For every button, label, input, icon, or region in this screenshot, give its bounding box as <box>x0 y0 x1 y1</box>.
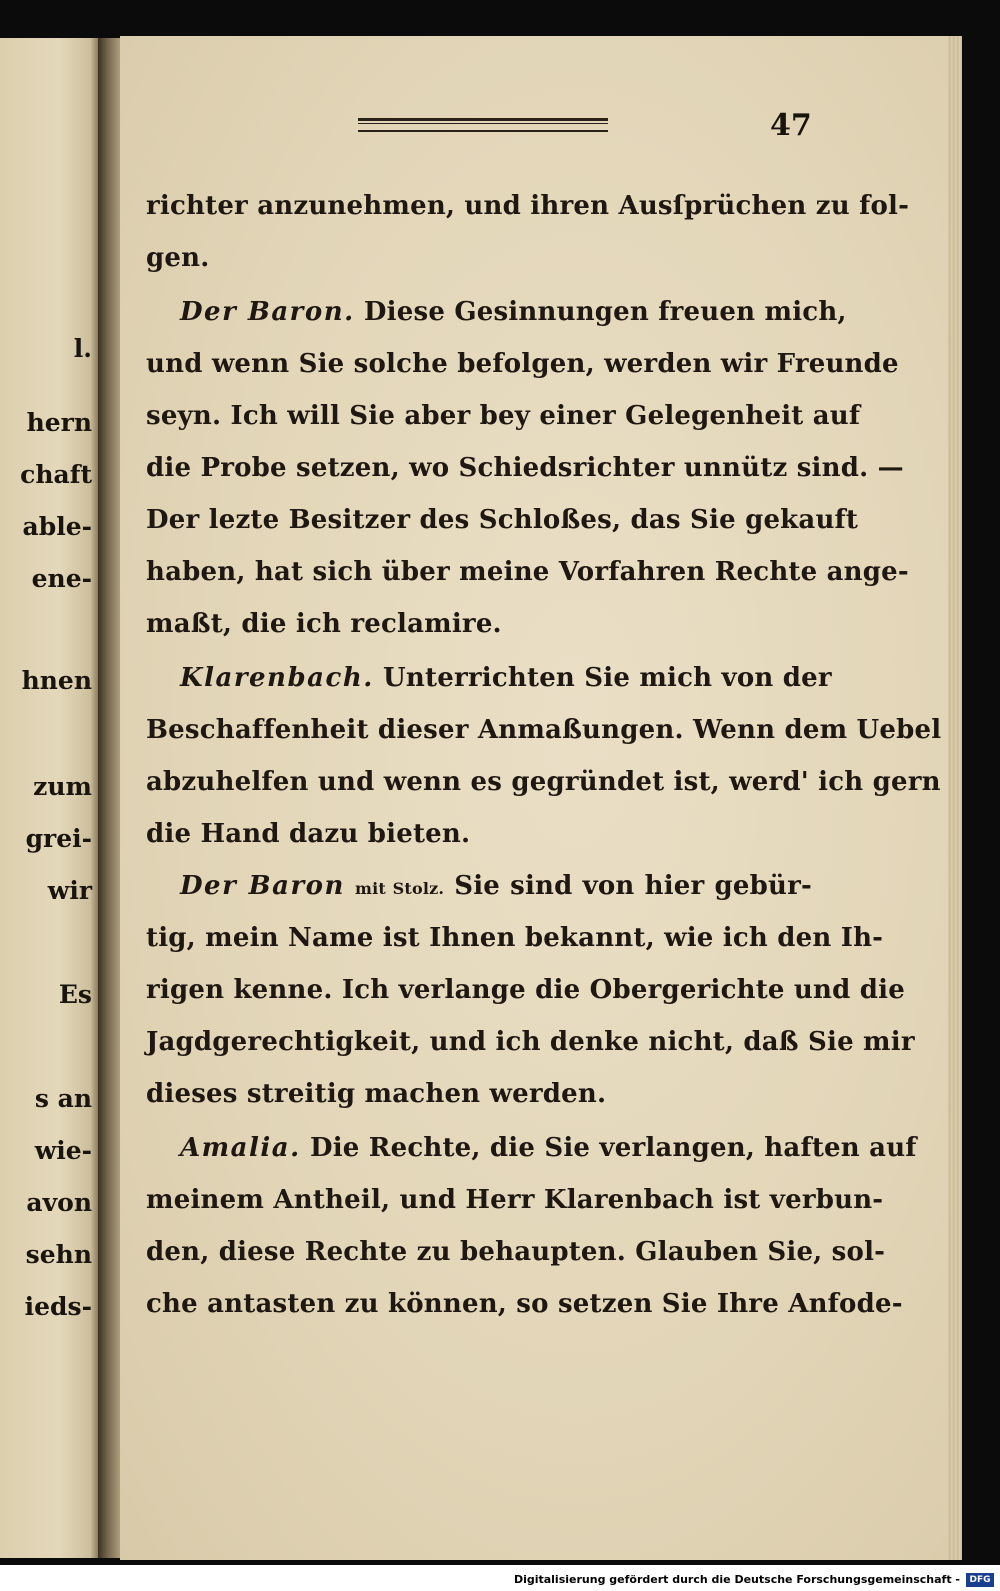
left-page-fragment: hern <box>26 408 92 437</box>
footer-credit: Digitalisierung gefördert durch die Deutsche Forschungsgemeinschaft - <box>513 1573 960 1586</box>
book-gutter <box>98 38 122 1558</box>
text-line: haben, hat sich über meine Vorfahren Rechte ange- <box>146 557 909 587</box>
speaker-name: Klarenbach. <box>180 663 374 693</box>
text-line: che antasten zu können, so setzen Sie Ihre Anfode- <box>146 1289 903 1319</box>
speaker-name: Der Baron <box>180 871 345 901</box>
left-page-fragment: sehn <box>25 1240 92 1269</box>
page-number: 47 <box>770 108 812 143</box>
speech-line <box>180 292 847 332</box>
left-page-fragment: avon <box>26 1188 92 1217</box>
text-line: und wenn Sie solche befolgen, werden wir Freunde <box>146 349 899 379</box>
text-line: Der lezte Besitzer des Schloßes, das Sie gekauft <box>146 505 859 535</box>
left-page-fragment: wir <box>47 876 92 905</box>
stage-direction: mit Stolz. <box>355 879 445 898</box>
text-line: tig, mein Name ist Ihnen bekannt, wie ich den Ih- <box>146 923 884 953</box>
left-page-fragment: grei- <box>25 824 92 853</box>
text-line: dieses streitig machen werden. <box>146 1079 607 1109</box>
speaker-name: Der Baron. <box>180 297 355 327</box>
text-line: gen. <box>146 243 210 273</box>
left-page-fragment: l. <box>73 334 92 363</box>
dfg-logo: DFG <box>966 1573 994 1587</box>
facing-page-left <box>0 38 98 1558</box>
speech-line <box>180 1128 917 1168</box>
speaker-name: Amalia. <box>180 1133 301 1163</box>
text-span: Die Rechte, die Sie verlangen, haften auf <box>309 1133 917 1163</box>
text-line: abzuhelfen und wenn es gegründet ist, werd' ich gern <box>146 767 941 797</box>
text-line: Beschaffenheit dieser Anmaßungen. Wenn dem Uebel <box>146 715 942 745</box>
speech-line <box>180 658 832 698</box>
text-line: den, diese Rechte zu behaupten. Glauben Sie, sol- <box>146 1237 886 1267</box>
text-line: die Probe setzen, wo Schiedsrichter unnütz sind. — <box>146 453 904 483</box>
text-span: Diese Gesinnungen freuen mich, <box>363 297 847 327</box>
text-span: Unterrichten Sie mich von der <box>383 663 832 693</box>
left-page-fragment: ene- <box>31 564 92 593</box>
left-page-fragment: Es <box>58 980 92 1009</box>
left-page-fragment: wie- <box>34 1136 92 1165</box>
text-span: Sie sind von hier gebür- <box>454 871 812 901</box>
text-line: meinem Antheil, und Herr Klarenbach ist verbun- <box>146 1185 884 1215</box>
text-line: seyn. Ich will Sie aber bey einer Gelegenheit auf <box>146 401 861 431</box>
text-line: maßt, die ich reclamire. <box>146 609 502 639</box>
digitization-footer <box>0 1565 1000 1591</box>
text-line: richter anzunehmen, und ihren Ausſprüchen zu fol- <box>146 191 910 221</box>
speech-line <box>180 866 812 909</box>
text-line: die Hand dazu bieten. <box>146 819 471 849</box>
left-page-fragment: hnen <box>21 666 92 695</box>
left-page-fragment: ieds- <box>24 1292 92 1321</box>
header-rule <box>358 118 608 132</box>
left-page-fragment: s an <box>34 1084 92 1113</box>
left-page-fragment: able- <box>22 512 92 541</box>
text-line: Jagdgerechtigkeit, und ich denke nicht, daß Sie mir <box>146 1027 915 1057</box>
text-line: rigen kenne. Ich verlange die Obergerichte und die <box>146 975 905 1005</box>
left-page-fragment: zum <box>33 772 92 801</box>
left-page-fragment: chaft <box>20 460 92 489</box>
page-edges <box>948 36 962 1560</box>
